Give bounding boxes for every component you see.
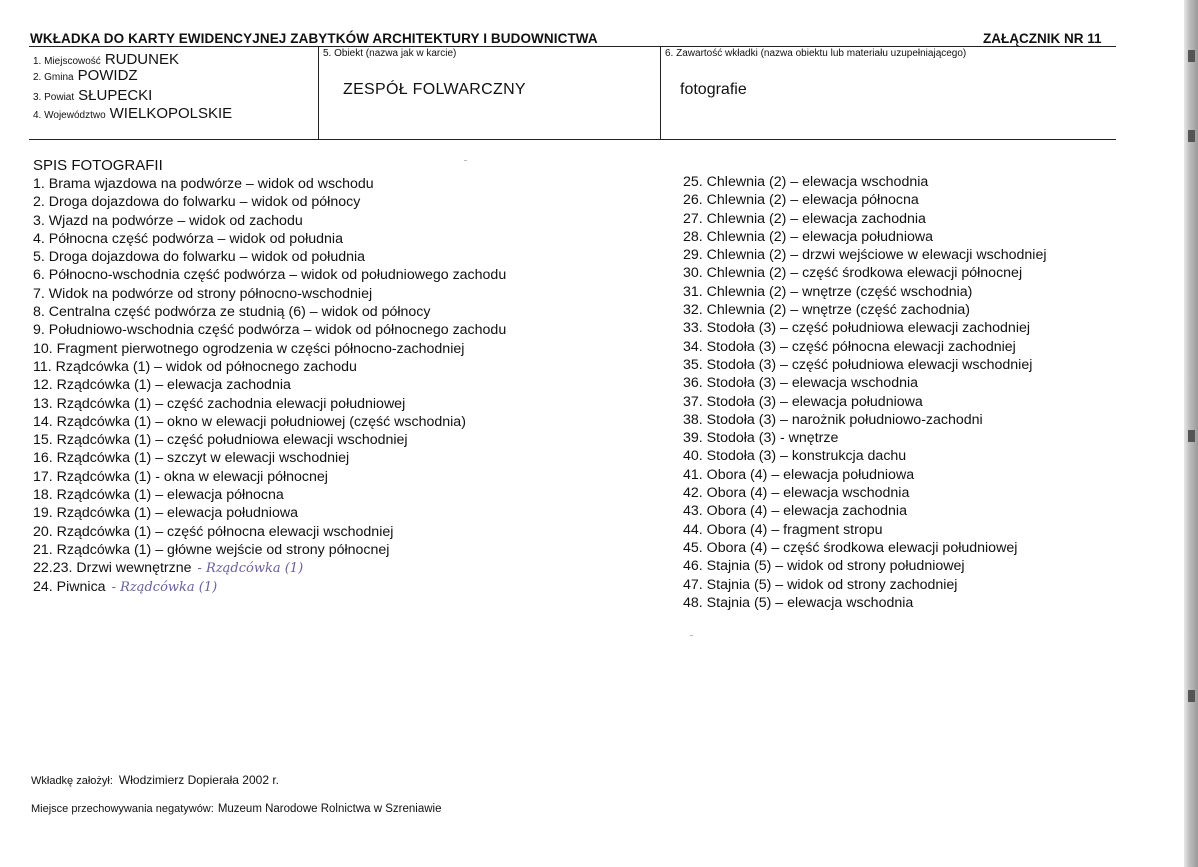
- list-item-text: 22.23. Drzwi wewnętrzne: [33, 560, 192, 577]
- list-item: 21. Rządcówka (1) – główne wejście od strony północnej: [33, 541, 390, 558]
- list-item: 12. Rządcówka (1) – elewacja zachodnia: [33, 377, 291, 394]
- list-item: 6. Północno-wschodnia część podwórza – widok od południowego zachodu: [33, 267, 507, 284]
- object-label: 5. Obiekt (nazwa jak w karcie): [323, 48, 457, 59]
- handwritten-note: - Rządcówka (1): [111, 579, 218, 595]
- list-item: 5. Droga dojazdowa do folwarku – widok od południa: [33, 249, 366, 266]
- list-item: 3. Wjazd na podwórze – widok od zachodu: [33, 212, 303, 229]
- list-item: 29. Chlewnia (2) – drzwi wejściowe w elewacji wschodniej: [683, 247, 1047, 264]
- annex-number: ZAŁĄCZNIK NR 11: [983, 31, 1102, 46]
- list-item: 41. Obora (4) – elewacja południowa: [683, 466, 915, 483]
- scan-speck: [464, 160, 467, 161]
- table-bottom-rule: [29, 139, 1116, 140]
- list-item: 36. Stodoła (3) – elewacja wschodnia: [683, 375, 919, 392]
- scan-mark: [1188, 50, 1195, 62]
- scan-mark: [1188, 690, 1195, 702]
- list-item: 25. Chlewnia (2) – elewacja wschodnia: [683, 174, 929, 190]
- list-item: 46. Stajnia (5) – widok od strony południowej: [683, 558, 965, 575]
- list-item: 39. Stodoła (3) - wnętrze: [683, 430, 839, 447]
- list-item: 14. Rządcówka (1) – okno w elewacji południowej (część wschodnia): [33, 413, 466, 430]
- list-item: 42. Obora (4) – elewacja wschodnia: [683, 485, 910, 502]
- list-item: 44. Obora (4) – fragment stropu: [683, 521, 883, 538]
- field-label: 1. Miejscowość: [33, 56, 101, 67]
- field-value: POWIDZ: [77, 67, 138, 84]
- scan-speck: [690, 635, 693, 636]
- content-value: fotografie: [680, 81, 747, 98]
- list-item: 20. Rządcówka (1) – część północna elewacji wschodniej: [33, 523, 394, 540]
- footer-storage: [31, 803, 442, 815]
- list-item: 8. Centralna część podwórza ze studnią (6) – widok od północy: [33, 304, 431, 321]
- footer-value: Muzeum Narodowe Rolnictwa w Szreniawie: [217, 803, 442, 815]
- field-value: SŁUPECKI: [78, 87, 153, 104]
- list-item: 32. Chlewnia (2) – wnętrze (część zachodnia): [683, 302, 971, 319]
- list-title: SPIS FOTOGRAFII: [33, 157, 163, 174]
- photo-list-right: [683, 173, 1047, 612]
- list-item: 40. Stodoła (3) – konstrukcja dachu: [683, 448, 907, 465]
- list-item: 1. Brama wjazdowa na podwórze – widok od wschodu: [33, 176, 374, 192]
- list-item: 9. Południowo-wschodnia część podwórza – widok od północnego zachodu: [33, 322, 507, 339]
- list-item: 15. Rządcówka (1) – część południowa elewacji wschodniej: [33, 432, 408, 449]
- list-item: 45. Obora (4) – część środkowa elewacji południowej: [683, 539, 1018, 556]
- form-title: WKŁADKA DO KARTY EWIDENCYJNEJ ZABYTKÓW ARCHITEKTURY I BUDOWNICTWA: [30, 31, 598, 46]
- list-item: 47. Stajnia (5) – widok od strony zachodniej: [683, 576, 958, 593]
- footer-author: [31, 773, 279, 787]
- list-item: [33, 578, 506, 596]
- list-item: 17. Rządcówka (1) - okna w elewacji północnej: [33, 468, 328, 485]
- table-top-rule: [29, 46, 1116, 47]
- list-item: 13. Rządcówka (1) – część zachodnia elewacji południowej: [33, 395, 406, 412]
- list-item: [33, 559, 506, 577]
- list-item: 27. Chlewnia (2) – elewacja zachodnia: [683, 210, 926, 227]
- footer-value: Włodzimierz Dopierała 2002 r.: [118, 773, 279, 787]
- field-wojewodztwo: [33, 105, 232, 123]
- footer-label: Miejsce przechowywania negatywów:: [31, 803, 214, 815]
- scan-edge: [1184, 0, 1198, 867]
- table-divider: [318, 46, 319, 140]
- field-value: RUDUNEK: [104, 51, 179, 68]
- field-powiat: [33, 87, 152, 105]
- field-gmina: [33, 67, 138, 85]
- list-item: 28. Chlewnia (2) – elewacja południowa: [683, 228, 934, 245]
- handwritten-note: - Rządcówka (1): [197, 561, 304, 577]
- field-value: WIELKOPOLSKIE: [109, 105, 233, 122]
- photo-list-left: [33, 175, 506, 596]
- footer-label: Wkładkę założył:: [31, 775, 113, 787]
- content-label: 6. Zawartość wkładki (nazwa obiektu lub materiału uzupełniającego): [665, 48, 967, 59]
- list-item: 48. Stajnia (5) – elewacja wschodnia: [683, 594, 914, 611]
- list-item: 34. Stodoła (3) – część północna elewacji zachodniej: [683, 338, 1016, 355]
- scan-mark: [1188, 130, 1195, 142]
- list-item: 11. Rządcówka (1) – widok od północnego zachodu: [33, 358, 357, 375]
- list-item: 35. Stodoła (3) – część południowa elewacji wschodniej: [683, 356, 1033, 373]
- list-item: 16. Rządcówka (1) – szczyt w elewacji wschodniej: [33, 450, 350, 467]
- table-divider: [660, 46, 661, 140]
- object-value: ZESPÓŁ FOLWARCZNY: [343, 81, 526, 98]
- list-item-text: 24. Piwnica: [33, 578, 106, 595]
- list-item: 38. Stodoła (3) – narożnik południowo-zachodni: [683, 411, 983, 428]
- field-label: 2. Gmina: [33, 72, 74, 83]
- list-item: 31. Chlewnia (2) – wnętrze (część wschodnia): [683, 283, 973, 300]
- list-item: 37. Stodoła (3) – elewacja południowa: [683, 393, 923, 410]
- list-item: 4. Północna część podwórza – widok od południa: [33, 230, 343, 247]
- list-item: 7. Widok na podwórze od strony północno-wschodniej: [33, 285, 373, 302]
- list-item: 18. Rządcówka (1) – elewacja północna: [33, 487, 284, 504]
- list-item: 10. Fragment pierwotnego ogrodzenia w części północno-zachodniej: [33, 340, 465, 357]
- list-item: 26. Chlewnia (2) – elewacja północna: [683, 192, 919, 209]
- list-item: 43. Obora (4) – elewacja zachodnia: [683, 503, 907, 520]
- field-label: 3. Powiat: [33, 92, 75, 103]
- list-item: 19. Rządcówka (1) – elewacja południowa: [33, 505, 298, 522]
- list-item: 33. Stodoła (3) – część południowa elewacji zachodniej: [683, 320, 1031, 337]
- field-label: 4. Województwo: [33, 110, 106, 121]
- scan-mark: [1188, 430, 1195, 442]
- list-item: 30. Chlewnia (2) – część środkowa elewacji północnej: [683, 265, 1023, 282]
- list-item: 2. Droga dojazdowa do folwarku – widok od północy: [33, 194, 361, 211]
